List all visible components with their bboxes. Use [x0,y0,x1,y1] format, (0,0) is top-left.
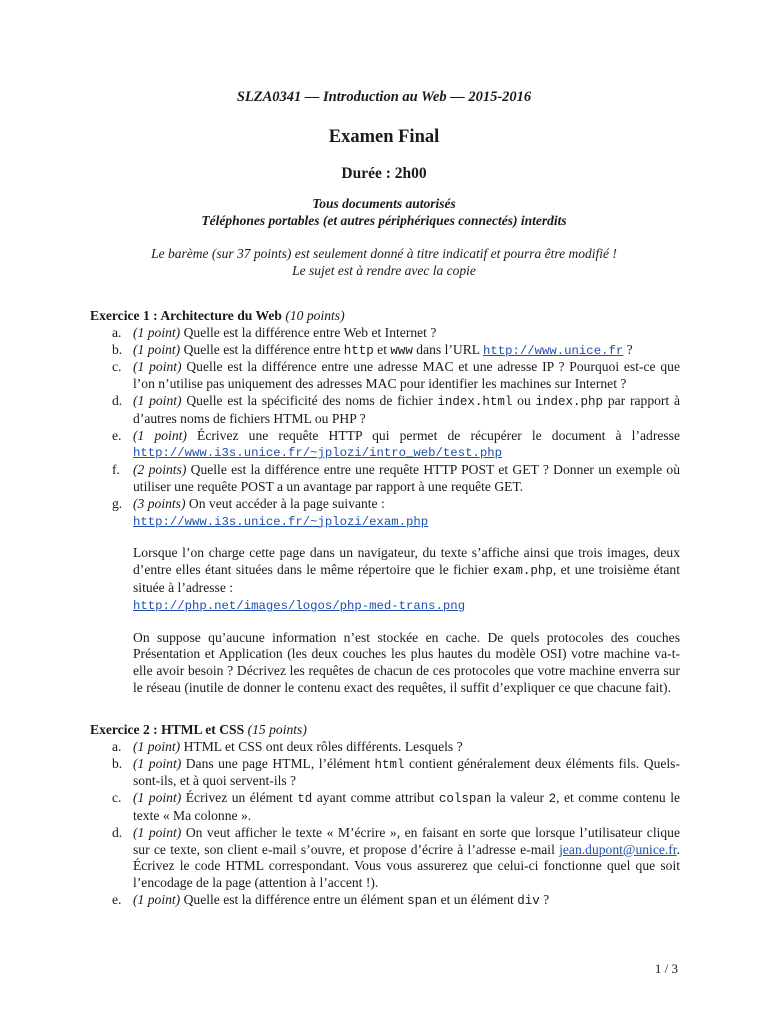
email-link[interactable]: jean.dupont@unice.fr [559,841,677,857]
question-1a: a. (1 point) Quelle est la différence entre Web et Internet ? [112,324,437,340]
question-1f: f. (2 points) Quelle est la différence entre une requête HTTP POST et GET ? Donner un exemple où utiliser une requête POST a un avantage par rapport à une requête GET. [112,462,680,494]
page-title: Examen Final [328,127,440,147]
unice-url-link[interactable]: http://www.unice.fr [483,343,624,358]
exam-php-link[interactable]: http://www.i3s.unice.fr/~jplozi/exam.php [133,514,429,529]
exercise-2 [90,722,680,910]
question-1e: e. (1 point) Écrivez une requête HTTP qui permet de récupérer le document à l’adresse http://www.i3s.unice.fr/~jplozi/intro_web/test.php [112,427,680,461]
grading-notice [0,245,768,279]
exam-duration: Durée : 2h00 [341,165,427,182]
exercise-1-title: Exercice 1 : Architecture du Web (10 points) [90,308,345,323]
exercise-1 [90,308,680,697]
exercise-2-title: Exercice 2 : HTML et CSS (15 points) [90,722,307,737]
page-number: 1 / 3 [654,961,678,976]
question-1g: g. (3 points) On veut accéder à la page suivante : http://www.i3s.unice.fr/~jplozi/exam.php [112,495,429,529]
question-2b: b. (1 point) Dans une page HTML, l’élément html contient généralement deux éléments fils. Quels-sont-ils, et à quoi servent-ils ? [112,755,681,789]
grading-line-2: Le sujet est à rendre avec la copie [292,263,476,278]
question-2a: a. (1 point) HTML et CSS ont deux rôles différents. Lesquels ? [112,738,463,754]
rules-line-2: Téléphones portables (et autres périphériques connectés) interdits [201,213,567,228]
grading-line-1: Le barème (sur 37 points) est seulement donné à titre indicatif et pourra être modifié ! [151,246,617,261]
php-logo-link[interactable]: http://php.net/images/logos/php-med-trans.png [133,598,466,613]
question-2c: c. (1 point) Écrivez un élément td ayant comme attribut colspan la valeur 2, et comme contenu le texte « Ma colonne ». [112,790,681,823]
exercise-1-questions [90,325,680,531]
question-1g-paragraph-1: Lorsque l’on charge cette page dans un navigateur, du texte s’affiche ainsi que trois images, deux d’entre elles étant situées dans le même répertoire que le fichier exam.php, et une troisième étant située à l’adresse : http://php.net/images/logos/php-med-trans.png [133,545,680,613]
question-1b: b. (1 point) Quelle est la différence entre http et www dans l’URL http://www.unice.fr ? [112,341,633,358]
question-1c: c. (1 point) Quelle est la différence entre une adresse MAC et une adresse IP ? Pourquoi est-ce que l’on n’utilise pas uniquement des adresses MAC pour identifier les machines sur Internet ? [112,359,680,392]
rules-line-1: Tous documents autorisés [312,196,456,211]
test-php-link[interactable]: http://www.i3s.unice.fr/~jplozi/intro_web/test.php [133,446,502,461]
course-heading: SLZA0341 — Introduction au Web — 2015-2016 [236,89,532,105]
question-1g-paragraph-2: On suppose qu’aucune information n’est stockée en cache. De quels protocoles des couches Présentation et Application (les deux couches les plus hautes du modèle OSI) votre machine va-t-elle avoir besoin ? Décrivez les requêtes de chacun de ces protocoles que votre machine enverra sur le réseau (inutile de donner le contenu exact des requêtes, il suffit d’expliquer ce que chacune fait). [133,629,680,695]
exercise-2-questions [90,739,680,910]
rules-notice [0,195,768,229]
question-2d: d. (1 point) On veut afficher le texte « M’écrire », en faisant en sorte que lorsque l’utilisateur clique sur ce texte, son client e-mail s’ouvre, et propose d’écrire à l’adresse e-mail jean.dupont@unice.fr. Écrivez le code HTML correspondant. Vous vous assurerez que celui-ci fonctionne quel que soit l’encodage de la page (attention à l’accent !). [112,824,681,891]
question-1d: d. (1 point) Quelle est la spécificité des noms de fichier index.html ou index.php par rapport à d’autres noms de fichiers HTML ou PHP ? [112,392,681,426]
question-2e: e. (1 point) Quelle est la différence entre un élément span et un élément div ? [112,891,550,908]
